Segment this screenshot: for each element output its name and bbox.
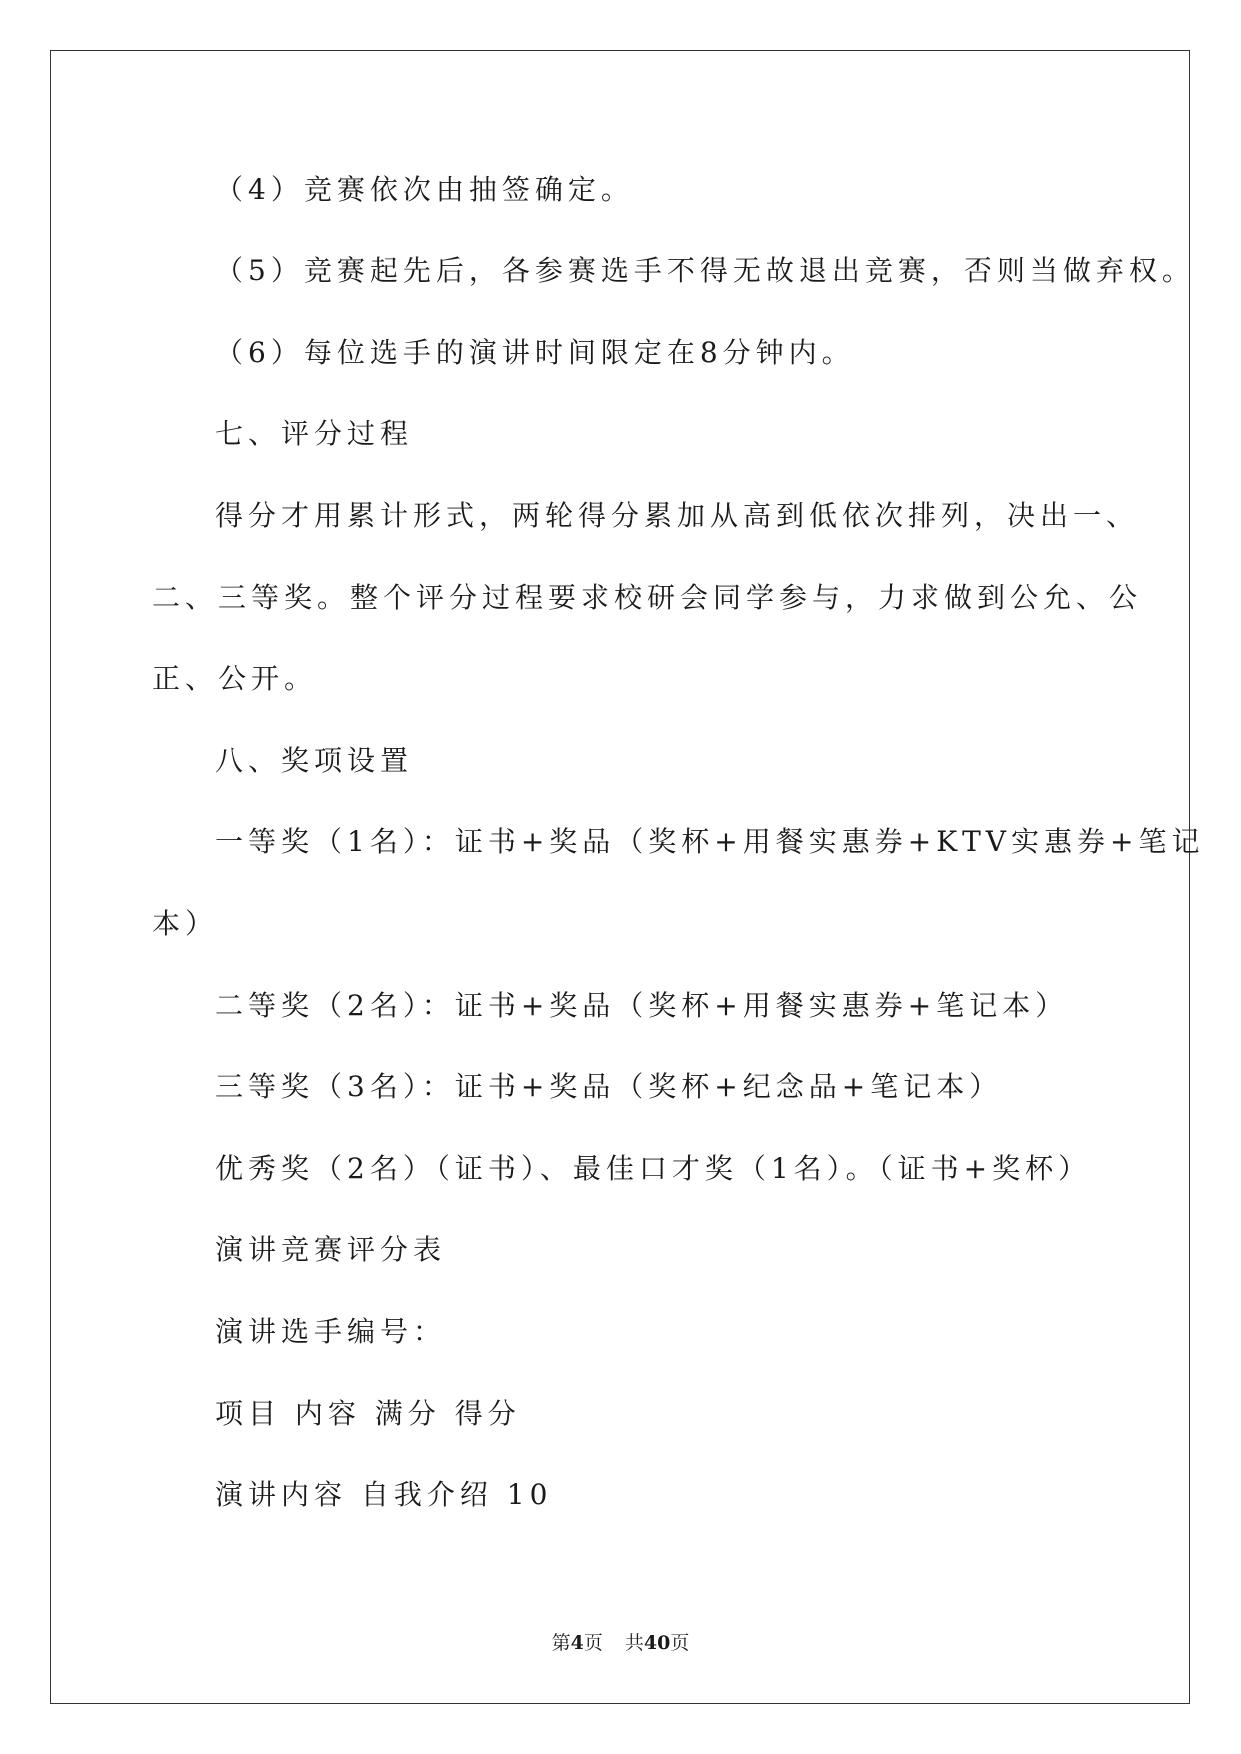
contestant-number-label: 演讲选手编号： — [215, 1315, 447, 1348]
current-page-number: 4 — [570, 1632, 584, 1654]
scoring-paragraph-line-2: 二、三等奖。整个评分过程要求校研会同学参与，力求做到公允、公 — [152, 581, 1143, 614]
section-heading-8: 八、奖项设置 — [215, 744, 414, 777]
page-footer — [0, 1628, 1241, 1655]
first-prize-line-1: 一等奖（1名）：证书+奖品（奖杯+用餐实惠券+KTV实惠券+笔记 — [215, 825, 1205, 858]
score-table-header: 项目 内容 满分 得分 — [215, 1397, 521, 1430]
third-prize: 三等奖（3名）：证书+奖品（奖杯+纪念品+笔记本） — [215, 1070, 1003, 1103]
page-frame — [50, 50, 1190, 1704]
scoring-paragraph-line-3: 正、公开。 — [152, 662, 318, 695]
total-page-count: 40 — [643, 1632, 671, 1654]
paragraph-rule-5: （5）竞赛起先后，各参赛选手不得无故退出竞赛，否则当做弃权。 — [215, 254, 1195, 287]
section-heading-7: 七、评分过程 — [215, 417, 414, 450]
paragraph-rule-6: （6）每位选手的演讲时间限定在8分钟内。 — [215, 336, 855, 369]
paragraph-rule-4: （4）竞赛依次由抽签确定。 — [215, 173, 634, 206]
second-prize: 二等奖（2名）：证书+奖品（奖杯+用餐实惠券+笔记本） — [215, 989, 1069, 1022]
score-table-row: 演讲内容 自我介绍 10 — [215, 1478, 553, 1511]
first-prize-line-2: 本） — [152, 907, 219, 940]
footer-suffix: 页 — [670, 1632, 690, 1654]
scoring-paragraph-line-1: 得分才用累计形式，两轮得分累加从高到低依次排列，决出一、 — [215, 499, 1140, 532]
footer-page-unit: 页 — [583, 1632, 603, 1654]
footer-total-prefix: 共 — [624, 1632, 644, 1654]
footer-prefix: 第 — [551, 1632, 571, 1654]
excellence-prize: 优秀奖（2名）（证书）、最佳口才奖（1名）。（证书+奖杯） — [215, 1152, 1092, 1185]
score-table-title: 演讲竞赛评分表 — [215, 1233, 447, 1266]
